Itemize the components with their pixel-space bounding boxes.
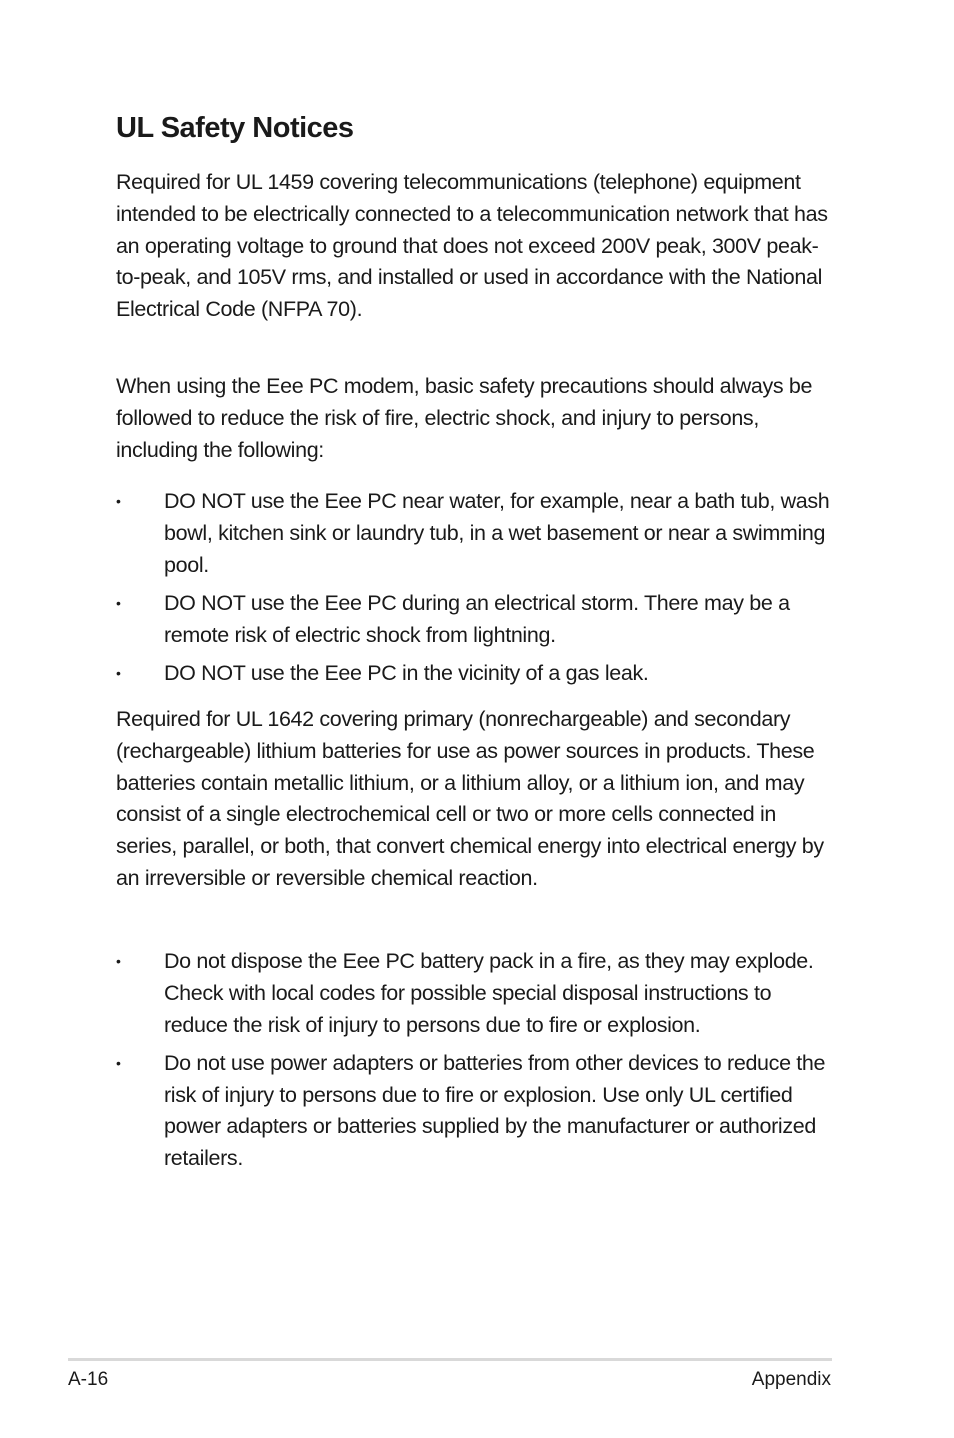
bullet-icon: • — [116, 1054, 121, 1071]
list-item — [116, 1048, 836, 1175]
list-item — [116, 588, 836, 652]
bullet-icon: • — [116, 953, 121, 969]
section-name: Appendix — [751, 1369, 831, 1390]
list-item-text: DO NOT use the Eee PC near water, for example, near a bath tub, wash bowl, kitchen sink or laundry tub, in a wet basement or near a swimming pool. — [164, 489, 830, 577]
modem-safety-intro: When using the Eee PC modem, basic safety precautions should always be followed to reduce the risk of fire, electric shock, and injury to persons, including the following: — [116, 374, 813, 462]
ul1642-paragraph: Required for UL 1642 covering primary (nonrechargeable) and secondary (rechargeable) lithium batteries for use as power sources in products. These batteries contain metallic lithium, or a lithium alloy, or a lithium ion, and may consist of a single electrochemical cell or two or more cells connected in series, parallel, or both, that convert chemical energy into electrical energy by an irreversible or reversible chemical reaction. — [116, 707, 824, 890]
bullet-icon: • — [116, 594, 121, 611]
list-item — [116, 486, 836, 581]
list-item-text: DO NOT use the Eee PC during an electrical storm. There may be a remote risk of electric shock from lightning. — [164, 590, 790, 647]
ul1459-paragraph: Required for UL 1459 covering telecommunications (telephone) equipment intended to be electrically connected to a telecommunication network that has an operating voltage to ground that does not exceed 200V peak, 300V peak-to-peak, and 105V rms, and installed or used in accordance with the National Electrical Code (NFPA 70). — [116, 170, 828, 322]
list-item-text: Do not use power adapters or batteries from other devices to reduce the risk of injury to persons due to fire or explosion. Use only UL certified power adapters or batteries supplied by the manufacturer or authorized retailers. — [164, 1050, 826, 1171]
list-item-text: Do not dispose the Eee PC battery pack in a fire, as they may explode. Check with local codes for possible special disposal instructions to reduce the risk of injury to persons due to fire or explosion. — [164, 949, 814, 1037]
bullet-icon: • — [116, 664, 121, 681]
list-item-text: DO NOT use the Eee PC in the vicinity of a gas leak. — [164, 660, 649, 685]
bullet-icon: • — [116, 493, 121, 509]
page-number: A-16 — [68, 1369, 109, 1390]
modem-precautions-list — [116, 486, 836, 696]
footer-divider — [68, 1358, 832, 1361]
list-item — [116, 946, 836, 1041]
battery-precautions-list — [116, 946, 836, 1182]
list-item — [116, 658, 836, 690]
page-title: UL Safety Notices — [116, 112, 354, 144]
